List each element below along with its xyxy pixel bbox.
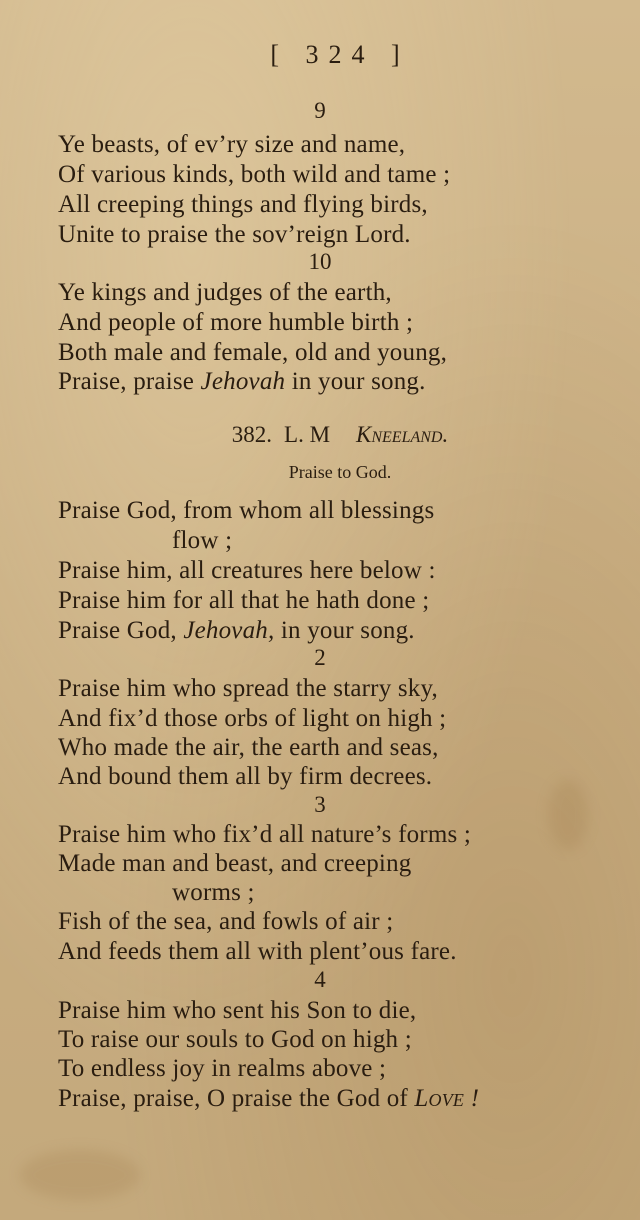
hymn-meter: L. M xyxy=(284,422,331,447)
verse-line: Praise him who sent his Son to die, xyxy=(58,997,417,1024)
hymn-number: 382. xyxy=(231,422,273,447)
verse-line: Praise God, from whom all blessings xyxy=(58,497,435,524)
verse-line: To raise our souls to God on high ; xyxy=(58,1026,412,1053)
verse-line: Praise God, Jehovah, in your song. xyxy=(58,617,415,644)
page-number: [ 324 ] xyxy=(270,40,410,69)
verse-line: Praise him who fix’d all nature’s forms ; xyxy=(58,821,471,848)
verse-line: Praise, praise, O praise the God of Love ! xyxy=(58,1085,480,1112)
verse-line: And feeds them all with plent’ous fare. xyxy=(58,938,457,965)
verse-line: Both male and female, old and young, xyxy=(58,339,448,366)
verse-line: Ye beasts, of ev’ry size and name, xyxy=(58,131,406,158)
verse-line: All creeping things and flying birds, xyxy=(58,191,428,218)
verse-line: Of various kinds, both wild and tame ; xyxy=(58,161,451,188)
verse-line: Praise, praise Jehovah in your song. xyxy=(58,368,426,395)
verse-number: 3 xyxy=(314,792,326,817)
tune-name: Kneeland. xyxy=(356,422,449,447)
verse-line: Praise him for all that he hath done ; xyxy=(58,587,430,614)
verse-line-continuation: worms ; xyxy=(172,879,255,906)
paper-stain xyxy=(20,1150,140,1200)
verse-line: And people of more humble birth ; xyxy=(58,309,414,336)
verse-line: Praise him who spread the starry sky, xyxy=(58,675,439,702)
verse-line: Praise him, all creatures here below : xyxy=(58,557,436,584)
verse-number: 2 xyxy=(314,645,326,670)
verse-line: And bound them all by firm decrees. xyxy=(58,763,433,790)
verse-number: 9 xyxy=(314,98,326,123)
verse-line: To endless joy in realms above ; xyxy=(58,1055,387,1082)
verse-line: And fix’d those orbs of light on high ; xyxy=(58,705,447,732)
verse-line: Fish of the sea, and fowls of air ; xyxy=(58,908,394,935)
verse-number: 4 xyxy=(314,967,326,992)
hymn-title: Praise to God. xyxy=(288,462,392,482)
verse-line: Who made the air, the earth and seas, xyxy=(58,734,439,761)
verse-line: Unite to praise the sov’reign Lord. xyxy=(58,221,411,248)
verse-line-continuation: flow ; xyxy=(172,527,233,554)
verse-line: Made man and beast, and creeping xyxy=(58,850,412,877)
verse-number: 10 xyxy=(308,249,332,274)
hymn-header xyxy=(0,422,640,448)
verse-line: Ye kings and judges of the earth, xyxy=(58,279,392,306)
